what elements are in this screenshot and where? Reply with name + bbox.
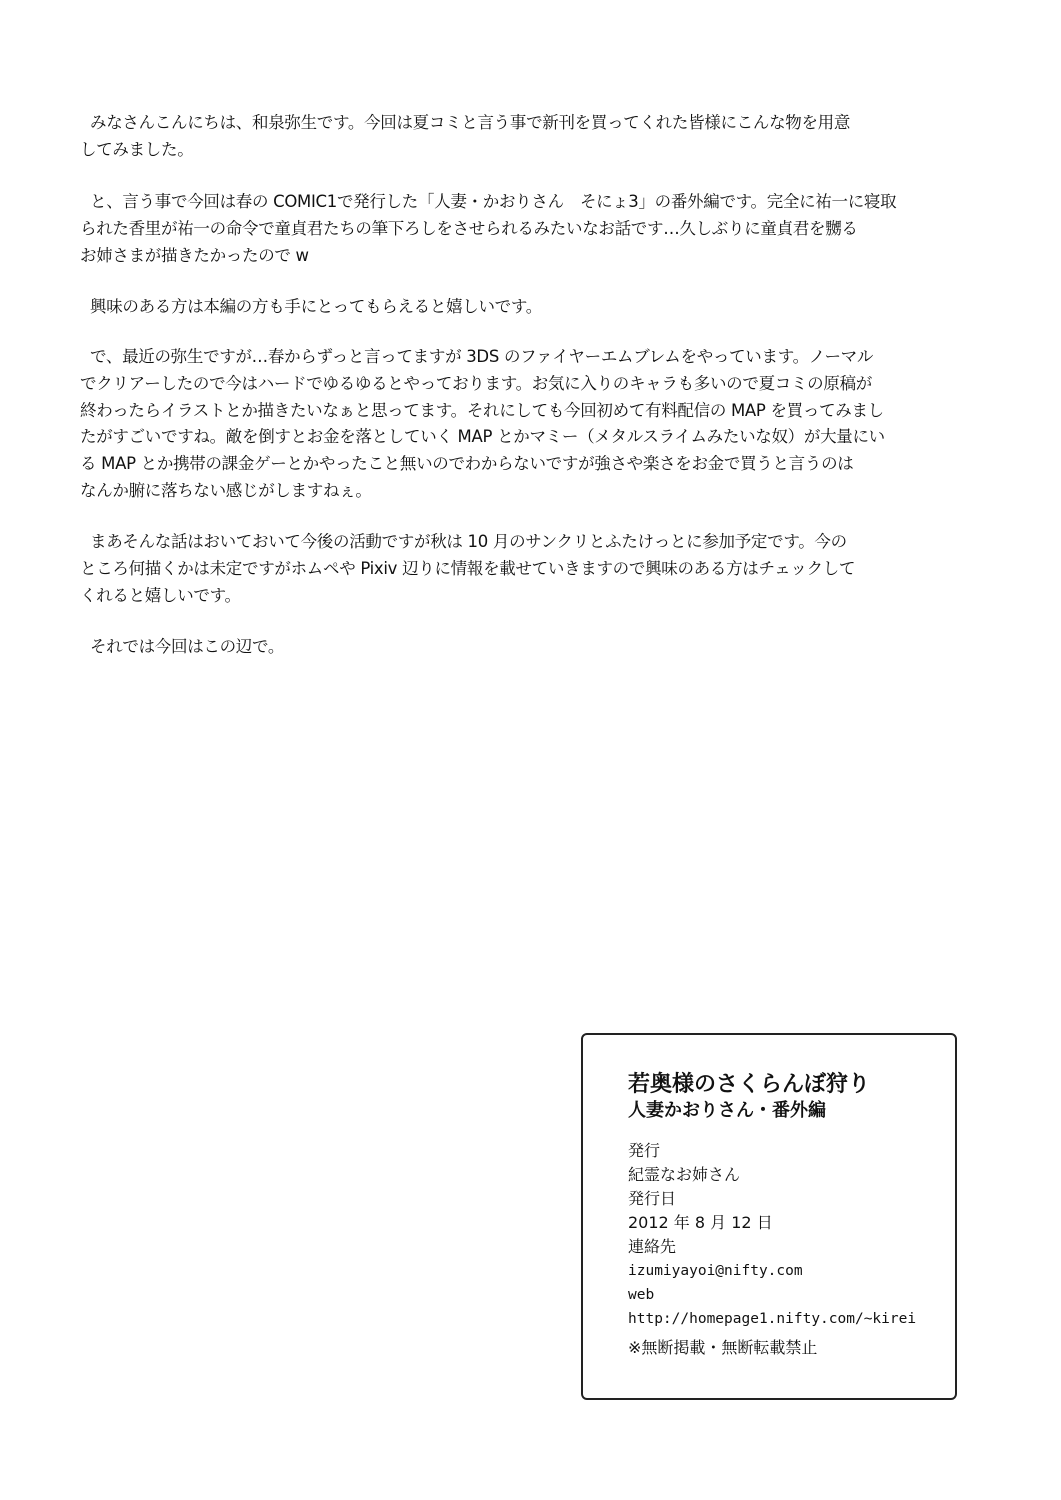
text-line: で、最近の弥生ですが…春からずっと言ってますが 3DS のファイヤーエムブレムをやっています。ノーマル: [90, 347, 874, 366]
paragraph-about-book: [80, 189, 960, 269]
paragraph-main-story: [80, 294, 960, 321]
web-label: web: [628, 1287, 655, 1303]
text-line: くれると嬉しいです。: [80, 585, 241, 605]
text-line: たがすごいですね。敵を倒すとお金を落としていく MAP とかマミー（メタルスライムみたいな奴）が大量にい: [80, 427, 885, 447]
text-line: と、言う事で今回は春の COMIC1で発行した「人妻・かおりさん そにょ3」の番外編です。完全に祐一に寝取: [90, 192, 897, 211]
publish-date: 2012 年 8 月 12 日: [628, 1213, 773, 1232]
book-subtitle: 人妻かおりさん・番外編: [628, 1100, 826, 1121]
colophon-box: [581, 1033, 957, 1400]
paragraph-greeting: [80, 110, 960, 164]
text-line: それでは今回はこの辺で。: [90, 637, 285, 656]
text-line: なんか腑に落ちない感じがしますねぇ。: [80, 480, 372, 500]
copyright-notice: ※無断掲載・無断転載禁止: [628, 1338, 818, 1357]
text-line: 興味のある方は本編の方も手にとってもらえると嬉しいです。: [90, 297, 542, 316]
text-line: してみました。: [80, 139, 194, 159]
book-title: 若奥様のさくらんぼ狩り: [628, 1072, 871, 1097]
contact-email: izumiyayoi@nifty.com: [628, 1263, 803, 1279]
contact-label: 連絡先: [628, 1237, 677, 1256]
text-line: ところ何描くかは未定ですがホムペや Pixiv 辺りに情報を載せていきますので興味のある方はチェックして: [80, 558, 856, 578]
text-line: られた香里が祐一の命令で童貞君たちの筆下ろしをさせられるみたいなお話です…久しぶりに童貞君を嬲る: [80, 218, 858, 238]
colophon-details: [628, 1139, 916, 1331]
text-line: る MAP とか携帯の課金ゲーとかやったこと無いのでわからないですが強さや楽さをお金で買うと言うのは: [80, 454, 854, 474]
text-line: まあそんな話はおいておいて今後の活動ですが秋は 10 月のサンクリとふたけっとに参加予定です。今の: [90, 532, 847, 551]
paragraph-recent: [80, 344, 960, 505]
text-line: みなさんこんにちは、和泉弥生です。今回は夏コミと言う事で新刊を買ってくれた皆様にこんな物を用意: [90, 113, 851, 132]
publisher-label: 発行: [628, 1141, 661, 1160]
text-line: 終わったらイラストとか描きたいなぁと思ってます。それにしても今回初めて有料配信の MAP を買ってみまし: [80, 400, 884, 420]
paragraph-activities: [80, 529, 960, 609]
paragraph-closing: [80, 634, 960, 661]
text-line: でクリアーしたので今はハードでゆるゆるとやっております。お気に入りのキャラも多いので夏コミの原稿が: [80, 373, 872, 393]
publisher: 紀霊なお姉さん: [628, 1165, 741, 1184]
web-url: http://homepage1.nifty.com/~kirei: [628, 1311, 917, 1327]
text-line: お姉さまが描きたかったので w: [80, 245, 309, 265]
date-label: 発行日: [628, 1189, 677, 1208]
